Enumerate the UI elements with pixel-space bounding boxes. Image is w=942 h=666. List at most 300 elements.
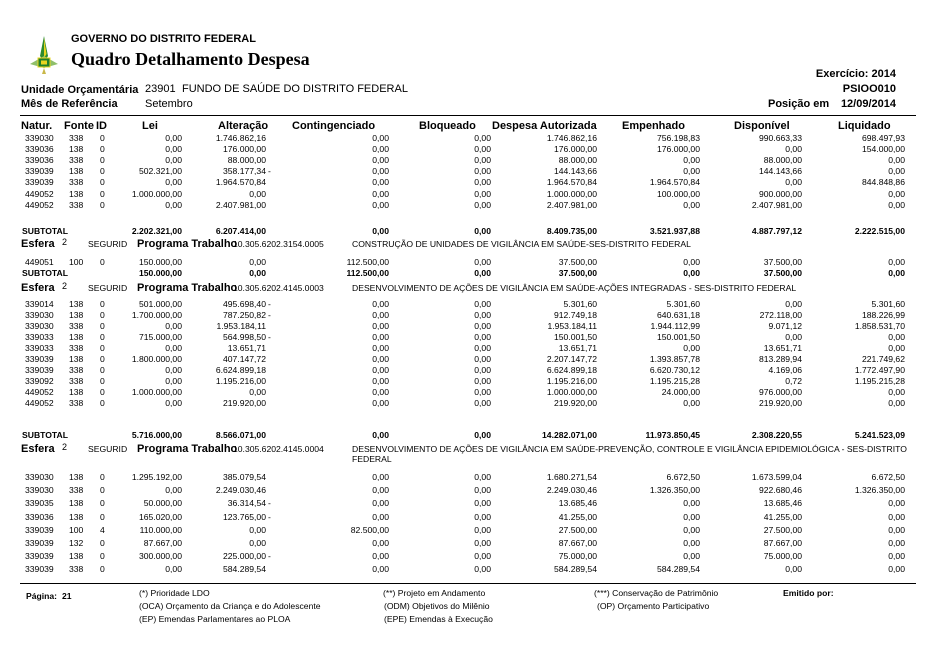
cell-contingenciado: 0,00 bbox=[372, 354, 389, 365]
cell-contingenciado: 112.500,00 bbox=[346, 257, 389, 267]
cell-fonte: 338 bbox=[69, 199, 84, 210]
esfera-label: Esfera bbox=[21, 238, 55, 250]
cell-empenhado: 6.672,50 bbox=[666, 472, 700, 482]
cell-liquidado: 6.672,50 bbox=[871, 472, 905, 482]
cell-lei: 0,00 bbox=[165, 144, 182, 155]
cell-empenhado: 0,00 bbox=[683, 398, 700, 409]
table-row bbox=[0, 365, 942, 376]
footer-divider bbox=[20, 583, 916, 584]
cell-lei: 110.000,00 bbox=[139, 524, 182, 535]
cell-empenhado: 1.393.857,78 bbox=[649, 354, 700, 365]
cell-liquidado: 698.497,93 bbox=[861, 133, 905, 143]
esfera-header bbox=[0, 238, 942, 252]
cell-bloqueado: 0,00 bbox=[474, 472, 491, 482]
esfera-number: 2 bbox=[62, 442, 68, 452]
cell-bloqueado: 0,00 bbox=[474, 387, 491, 398]
cell-natureza: 339039 bbox=[25, 354, 54, 365]
col-contingenciado: Contingenciado bbox=[292, 120, 376, 132]
cell-despesa-autorizada: 176.000,00 bbox=[553, 144, 597, 155]
col-liquidado: Liquidado bbox=[838, 120, 891, 132]
subtotal-liquidado: 2.222.515,00 bbox=[854, 226, 905, 236]
programa-trabalho-label: Programa Trabalho bbox=[137, 443, 238, 455]
col-disponivel: Disponível bbox=[734, 120, 790, 132]
cell-bloqueado: 0,00 bbox=[474, 133, 491, 143]
cell-bloqueado: 0,00 bbox=[474, 199, 491, 210]
cell-liquidado: 221.749,62 bbox=[861, 354, 905, 365]
cell-fonte: 138 bbox=[69, 387, 84, 398]
cell-disponivel: 75.000,00 bbox=[763, 551, 802, 562]
subtotal-row bbox=[0, 226, 942, 237]
subtotal-alteracao: 8.566.071,00 bbox=[215, 430, 266, 440]
cell-empenhado: 584.289,54 bbox=[656, 564, 700, 575]
cell-alteracao: 584.289,54 bbox=[222, 564, 266, 575]
cell-empenhado: 1.195.215,28 bbox=[649, 376, 700, 387]
cell-alteracao: 13.651,71 bbox=[227, 343, 266, 354]
cell-despesa-autorizada: 6.624.899,18 bbox=[546, 365, 597, 376]
cell-despesa-autorizada: 27.500,00 bbox=[558, 524, 597, 535]
cell-empenhado: 0,00 bbox=[683, 199, 700, 210]
cell-fonte: 338 bbox=[69, 177, 84, 188]
cell-contingenciado: 0,00 bbox=[372, 485, 389, 496]
cell-lei: 1.700.000,00 bbox=[131, 310, 182, 321]
table-row bbox=[0, 354, 942, 365]
cell-natureza: 449052 bbox=[25, 398, 54, 409]
cell-natureza: 339030 bbox=[25, 310, 54, 321]
table-row bbox=[0, 387, 942, 398]
cell-disponivel: 9.071,12 bbox=[768, 321, 802, 332]
subtotal-row bbox=[0, 268, 942, 279]
cell-bloqueado: 0,00 bbox=[474, 177, 491, 188]
cell-empenhado: 0,00 bbox=[683, 551, 700, 562]
cell-fonte: 338 bbox=[69, 343, 84, 354]
cell-disponivel: 0,00 bbox=[785, 299, 802, 309]
programa-trabalho-description: DESENVOLVIMENTO DE AÇÕES DE VIGILÂNCIA EM SAÚDE-PREVENÇÃO, CONTROLE E VIGILÂNCIA EPIDEMIOLÓGICA - SES-DISTRITO FEDERAL bbox=[352, 444, 907, 464]
col-despesa-autorizada: Despesa Autorizada bbox=[492, 120, 597, 132]
cell-fonte: 100 bbox=[69, 524, 84, 535]
cell-contingenciado: 0,00 bbox=[372, 133, 389, 143]
unidade-code: 23901 bbox=[145, 83, 176, 95]
esfera-label: Esfera bbox=[21, 443, 55, 455]
cell-lei: 0,00 bbox=[165, 564, 182, 575]
cell-alteracao: 2.407.981,00 bbox=[215, 199, 266, 210]
cell-liquidado: 0,00 bbox=[888, 199, 905, 210]
programa-trabalho-label: Programa Trabalho bbox=[137, 238, 238, 250]
cell-despesa-autorizada: 912.749,18 bbox=[553, 310, 597, 321]
brasilia-coat-of-arms-icon bbox=[24, 34, 64, 76]
col-lei: Lei bbox=[142, 120, 158, 132]
col-alteracao: Alteração bbox=[218, 120, 269, 132]
cell-fonte: 138 bbox=[69, 166, 84, 177]
emitido-label: Emitido por: bbox=[783, 588, 834, 598]
mes-label: Mês de Referência bbox=[21, 98, 118, 110]
cell-alteracao: 0,00 bbox=[249, 188, 266, 199]
cell-fonte: 338 bbox=[69, 376, 84, 387]
cell-bloqueado: 0,00 bbox=[474, 332, 491, 343]
table-row bbox=[0, 538, 942, 549]
table-row bbox=[0, 332, 942, 343]
cell-empenhado: 0,00 bbox=[683, 538, 700, 548]
cell-contingenciado: 0,00 bbox=[372, 498, 389, 509]
cell-fonte: 132 bbox=[69, 538, 84, 548]
cell-empenhado: 0,00 bbox=[683, 166, 700, 177]
cell-liquidado: 0,00 bbox=[888, 155, 905, 166]
cell-fonte: 138 bbox=[69, 332, 84, 343]
cell-natureza: 449052 bbox=[25, 199, 54, 210]
cell-empenhado: 640.631,18 bbox=[656, 310, 700, 321]
cell-fonte: 100 bbox=[69, 257, 84, 267]
cell-alteracao-sign: - bbox=[268, 310, 271, 321]
unidade-label: Unidade Orçamentária bbox=[21, 84, 139, 96]
legend-odm: (ODM) Objetivos do Milênio bbox=[384, 601, 490, 611]
cell-id: 0 bbox=[100, 376, 105, 387]
cell-lei: 50.000,00 bbox=[143, 498, 182, 509]
cell-alteracao: 787.250,82 bbox=[222, 310, 266, 321]
cell-id: 0 bbox=[100, 538, 105, 548]
subtotal-despesa-autorizada: 14.282.071,00 bbox=[542, 430, 597, 440]
cell-contingenciado: 0,00 bbox=[372, 564, 389, 575]
programa-trabalho-label: Programa Trabalho bbox=[137, 282, 238, 294]
report-title: Quadro Detalhamento Despesa bbox=[71, 49, 310, 69]
cell-id: 0 bbox=[100, 199, 105, 210]
cell-empenhado: 1.326.350,00 bbox=[649, 485, 700, 496]
cell-liquidado: 0,00 bbox=[888, 332, 905, 343]
cell-empenhado: 0,00 bbox=[683, 511, 700, 522]
cell-lei: 150.000,00 bbox=[138, 257, 182, 267]
subtotal-contingenciado: 0,00 bbox=[372, 430, 389, 440]
programa-trabalho-code: 10.305.6202.3154.0005 bbox=[233, 239, 324, 249]
cell-despesa-autorizada: 144.143,66 bbox=[553, 166, 597, 177]
subtotal-contingenciado: 0,00 bbox=[372, 226, 389, 236]
cell-lei: 0,00 bbox=[165, 365, 182, 376]
subtotal-liquidado: 5.241.523,09 bbox=[854, 430, 905, 440]
cell-disponivel: 87.667,00 bbox=[763, 538, 802, 548]
cell-bloqueado: 0,00 bbox=[474, 310, 491, 321]
cell-id: 0 bbox=[100, 551, 105, 562]
cell-natureza: 339039 bbox=[25, 166, 54, 177]
cell-bloqueado: 0,00 bbox=[474, 551, 491, 562]
cell-alteracao: 36.314,54 bbox=[227, 498, 266, 509]
esfera-header bbox=[0, 282, 942, 296]
table-row bbox=[0, 299, 942, 310]
cell-liquidado: 0,00 bbox=[888, 166, 905, 177]
table-row bbox=[0, 525, 942, 536]
cell-lei: 502.321,00 bbox=[138, 166, 182, 177]
subtotal-subtotal-label: SUBTOTAL bbox=[22, 226, 68, 236]
cell-fonte: 138 bbox=[69, 144, 84, 155]
cell-bloqueado: 0,00 bbox=[474, 564, 491, 575]
cell-lei: 0,00 bbox=[165, 199, 182, 210]
esfera-seguridade: SEGURID bbox=[88, 444, 128, 454]
cell-contingenciado: 0,00 bbox=[372, 376, 389, 387]
cell-alteracao: 88.000,00 bbox=[227, 155, 266, 166]
legend-prioridade-ldo: (*) Prioridade LDO bbox=[139, 588, 210, 598]
cell-lei: 1.800.000,00 bbox=[131, 354, 182, 365]
cell-alteracao: 219.920,00 bbox=[222, 398, 266, 409]
cell-empenhado: 0,00 bbox=[683, 155, 700, 166]
pagina-value: 21 bbox=[62, 591, 72, 601]
cell-empenhado: 5.301,60 bbox=[666, 299, 700, 309]
subtotal-disponivel: 4.887.797,12 bbox=[751, 226, 802, 236]
cell-alteracao-sign: - bbox=[268, 332, 271, 343]
cell-empenhado: 0,00 bbox=[683, 498, 700, 509]
cell-bloqueado: 0,00 bbox=[474, 511, 491, 522]
col-fonte: Fonte bbox=[64, 120, 94, 132]
cell-despesa-autorizada: 1.000.000,00 bbox=[546, 188, 597, 199]
cell-natureza: 339039 bbox=[25, 177, 54, 188]
cell-liquidado: 0,00 bbox=[888, 551, 905, 562]
subtotal-bloqueado: 0,00 bbox=[474, 226, 491, 236]
cell-contingenciado: 0,00 bbox=[372, 177, 389, 188]
cell-despesa-autorizada: 2.249.030,46 bbox=[546, 485, 597, 496]
cell-alteracao: 385.079,54 bbox=[222, 472, 266, 482]
cell-fonte: 338 bbox=[69, 321, 84, 332]
cell-contingenciado: 0,00 bbox=[372, 199, 389, 210]
mes-value: Setembro bbox=[145, 98, 193, 110]
col-empenhado: Empenhado bbox=[622, 120, 685, 132]
cell-natureza: 339014 bbox=[25, 299, 54, 309]
cell-id: 0 bbox=[100, 166, 105, 177]
cell-despesa-autorizada: 1.680.271,54 bbox=[546, 472, 597, 482]
table-row bbox=[0, 177, 942, 188]
cell-contingenciado: 82.500,00 bbox=[350, 524, 389, 535]
cell-contingenciado: 0,00 bbox=[372, 166, 389, 177]
cell-lei: 300.000,00 bbox=[138, 551, 182, 562]
legend-conservacao: (***) Conservação de Patrimônio bbox=[594, 588, 719, 598]
cell-lei: 0,00 bbox=[165, 376, 182, 387]
cell-natureza: 339039 bbox=[25, 538, 54, 548]
cell-id: 0 bbox=[100, 343, 105, 354]
table-row bbox=[0, 485, 942, 496]
programa-trabalho-description: DESENVOLVIMENTO DE AÇÕES DE VIGILÂNCIA EM SAÚDE-AÇÕES INTEGRADAS - SES-DISTRITO FEDERAL bbox=[352, 283, 797, 293]
cell-contingenciado: 0,00 bbox=[372, 144, 389, 155]
cell-natureza: 339030 bbox=[25, 321, 54, 332]
cell-bloqueado: 0,00 bbox=[474, 257, 491, 267]
org-name: GOVERNO DO DISTRITO FEDERAL bbox=[71, 33, 256, 45]
cell-despesa-autorizada: 1.195.216,00 bbox=[546, 376, 597, 387]
esfera-seguridade: SEGURID bbox=[88, 239, 128, 249]
table-row bbox=[0, 564, 942, 575]
cell-liquidado: 844.848,86 bbox=[861, 177, 905, 188]
cell-disponivel: 0,00 bbox=[785, 564, 802, 575]
cell-bloqueado: 0,00 bbox=[474, 365, 491, 376]
cell-alteracao: 0,00 bbox=[249, 387, 266, 398]
cell-despesa-autorizada: 2.407.981,00 bbox=[546, 199, 597, 210]
cell-fonte: 338 bbox=[69, 133, 84, 143]
cell-lei: 0,00 bbox=[165, 321, 182, 332]
posicao-value: 12/09/2014 bbox=[840, 98, 896, 110]
cell-liquidado: 0,00 bbox=[888, 188, 905, 199]
cell-id: 0 bbox=[100, 365, 105, 376]
cell-disponivel: 144.143,66 bbox=[758, 166, 802, 177]
programa-trabalho-code: 10.305.6202.4145.0004 bbox=[233, 444, 324, 454]
cell-lei: 0,00 bbox=[165, 485, 182, 496]
cell-alteracao: 176.000,00 bbox=[222, 144, 266, 155]
cell-natureza: 339035 bbox=[25, 498, 54, 509]
cell-alteracao: 0,00 bbox=[249, 524, 266, 535]
subtotal-alteracao: 0,00 bbox=[249, 268, 266, 278]
cell-disponivel: 922.680,46 bbox=[758, 485, 802, 496]
cell-liquidado: 154.000,00 bbox=[861, 144, 905, 155]
cell-natureza: 339033 bbox=[25, 332, 54, 343]
subtotal-empenhado: 0,00 bbox=[683, 268, 700, 278]
subtotal-alteracao: 6.207.414,00 bbox=[215, 226, 266, 236]
cell-natureza: 339039 bbox=[25, 551, 54, 562]
subtotal-empenhado: 3.521.937,88 bbox=[649, 226, 700, 236]
cell-id: 0 bbox=[100, 188, 105, 199]
cell-liquidado: 0,00 bbox=[888, 564, 905, 575]
cell-bloqueado: 0,00 bbox=[474, 155, 491, 166]
cell-empenhado: 176.000,00 bbox=[656, 144, 700, 155]
cell-bloqueado: 0,00 bbox=[474, 538, 491, 548]
cell-id: 0 bbox=[100, 564, 105, 575]
cell-bloqueado: 0,00 bbox=[474, 166, 491, 177]
cell-disponivel: 13.651,71 bbox=[763, 343, 802, 354]
cell-id: 0 bbox=[100, 133, 105, 143]
cell-contingenciado: 0,00 bbox=[372, 365, 389, 376]
cell-natureza: 339030 bbox=[25, 133, 54, 143]
subtotal-disponivel: 37.500,00 bbox=[763, 268, 802, 278]
cell-alteracao: 407.147,72 bbox=[222, 354, 266, 365]
cell-liquidado: 0,00 bbox=[888, 538, 905, 548]
cell-natureza: 339030 bbox=[25, 485, 54, 496]
subtotal-subtotal-label: SUBTOTAL bbox=[22, 268, 68, 278]
subtotal-subtotal-label: SUBTOTAL bbox=[22, 430, 68, 440]
cell-liquidado: 0,00 bbox=[888, 498, 905, 509]
cell-fonte: 138 bbox=[69, 310, 84, 321]
table-row bbox=[0, 551, 942, 562]
cell-lei: 0,00 bbox=[165, 133, 182, 143]
cell-id: 0 bbox=[100, 511, 105, 522]
cell-id: 0 bbox=[100, 472, 105, 482]
cell-contingenciado: 0,00 bbox=[372, 538, 389, 548]
cell-fonte: 138 bbox=[69, 299, 84, 309]
legend-epe: (EPE) Emendas à Execução bbox=[384, 614, 493, 624]
cell-liquidado: 188.226,99 bbox=[861, 310, 905, 321]
cell-fonte: 138 bbox=[69, 551, 84, 562]
cell-fonte: 338 bbox=[69, 365, 84, 376]
cell-empenhado: 756.198,83 bbox=[656, 133, 700, 143]
table-row bbox=[0, 472, 942, 483]
subtotal-lei: 150.000,00 bbox=[138, 268, 182, 278]
legend-oca: (OCA) Orçamento da Criança e do Adolescente bbox=[139, 601, 321, 611]
cell-contingenciado: 0,00 bbox=[372, 472, 389, 482]
subtotal-empenhado: 11.973.850,45 bbox=[645, 430, 700, 440]
subtotal-liquidado: 0,00 bbox=[888, 268, 905, 278]
table-row bbox=[0, 512, 942, 523]
cell-disponivel: 1.673.599,04 bbox=[751, 472, 802, 482]
cell-despesa-autorizada: 5.301,60 bbox=[563, 299, 597, 309]
col-bloqueado: Bloqueado bbox=[419, 120, 476, 132]
legend-ep: (EP) Emendas Parlamentares ao PLOA bbox=[139, 614, 291, 624]
cell-liquidado: 1.772.497,90 bbox=[854, 365, 905, 376]
cell-liquidado: 0,00 bbox=[888, 257, 905, 267]
unidade-name: FUNDO DE SAÚDE DO DISTRITO FEDERAL bbox=[182, 83, 408, 95]
programa-trabalho-description: CONSTRUÇÃO DE UNIDADES DE VIGILÂNCIA EM SAÚDE-SES-DISTRITO FEDERAL bbox=[352, 239, 691, 249]
cell-natureza: 449051 bbox=[25, 257, 54, 267]
cell-bloqueado: 0,00 bbox=[474, 354, 491, 365]
cell-fonte: 138 bbox=[69, 354, 84, 365]
cell-id: 0 bbox=[100, 299, 105, 309]
cell-liquidado: 0,00 bbox=[888, 511, 905, 522]
col-id: ID bbox=[96, 120, 107, 132]
cell-despesa-autorizada: 37.500,00 bbox=[558, 257, 597, 267]
table-row bbox=[0, 200, 942, 211]
cell-disponivel: 0,72 bbox=[785, 376, 802, 387]
cell-id: 0 bbox=[100, 498, 105, 509]
subtotal-contingenciado: 112.500,00 bbox=[346, 268, 389, 278]
cell-fonte: 138 bbox=[69, 498, 84, 509]
cell-disponivel: 88.000,00 bbox=[763, 155, 802, 166]
cell-alteracao-sign: - bbox=[268, 551, 271, 562]
subtotal-bloqueado: 0,00 bbox=[474, 268, 491, 278]
cell-id: 0 bbox=[100, 155, 105, 166]
cell-lei: 165.020,00 bbox=[138, 511, 182, 522]
cell-disponivel: 13.685,46 bbox=[763, 498, 802, 509]
cell-natureza: 339039 bbox=[25, 564, 54, 575]
report-code: PSIOO010 bbox=[842, 83, 896, 95]
cell-disponivel: 0,00 bbox=[785, 332, 802, 343]
cell-despesa-autorizada: 88.000,00 bbox=[558, 155, 597, 166]
cell-natureza: 339039 bbox=[25, 365, 54, 376]
cell-despesa-autorizada: 1.953.184,11 bbox=[547, 321, 597, 332]
cell-natureza: 449052 bbox=[25, 387, 54, 398]
cell-contingenciado: 0,00 bbox=[372, 155, 389, 166]
cell-fonte: 138 bbox=[69, 472, 84, 482]
cell-empenhado: 0,00 bbox=[683, 257, 700, 267]
cell-alteracao: 0,00 bbox=[249, 257, 266, 267]
cell-alteracao: 1.195.216,00 bbox=[215, 376, 266, 387]
cell-despesa-autorizada: 150.001,50 bbox=[553, 332, 597, 343]
table-row bbox=[0, 166, 942, 177]
cell-disponivel: 41.255,00 bbox=[763, 511, 802, 522]
cell-contingenciado: 0,00 bbox=[372, 387, 389, 398]
cell-lei: 501.000,00 bbox=[138, 299, 182, 309]
cell-alteracao: 123.765,00 bbox=[222, 511, 266, 522]
cell-contingenciado: 0,00 bbox=[372, 299, 389, 309]
cell-alteracao: 1.964.570,84 bbox=[215, 177, 266, 188]
cell-empenhado: 150.001,50 bbox=[656, 332, 700, 343]
col-natur: Natur. bbox=[21, 120, 53, 132]
cell-liquidado: 1.195.215,28 bbox=[854, 376, 905, 387]
subtotal-disponivel: 2.308.220,55 bbox=[751, 430, 802, 440]
cell-bloqueado: 0,00 bbox=[474, 524, 491, 535]
cell-lei: 1.295.192,00 bbox=[131, 472, 182, 482]
cell-lei: 1.000.000,00 bbox=[131, 188, 182, 199]
cell-fonte: 338 bbox=[69, 485, 84, 496]
cell-fonte: 138 bbox=[69, 511, 84, 522]
subtotal-lei: 5.716.000,00 bbox=[131, 430, 182, 440]
legend-op: (OP) Orçamento Participativo bbox=[597, 601, 710, 611]
cell-disponivel: 813.289,94 bbox=[758, 354, 802, 365]
programa-trabalho-code: 10.305.6202.4145.0003 bbox=[233, 283, 324, 293]
cell-bloqueado: 0,00 bbox=[474, 321, 491, 332]
cell-despesa-autorizada: 13.651,71 bbox=[558, 343, 597, 354]
cell-empenhado: 24.000,00 bbox=[661, 387, 700, 398]
cell-alteracao: 2.249.030,46 bbox=[215, 485, 266, 496]
table-row bbox=[0, 321, 942, 332]
cell-natureza: 339030 bbox=[25, 472, 54, 482]
table-row bbox=[0, 144, 942, 155]
cell-despesa-autorizada: 1.964.570,84 bbox=[546, 177, 597, 188]
cell-id: 0 bbox=[100, 177, 105, 188]
exercicio: Exercício: 2014 bbox=[815, 68, 896, 80]
table-row bbox=[0, 343, 942, 354]
cell-contingenciado: 0,00 bbox=[372, 551, 389, 562]
cell-bloqueado: 0,00 bbox=[474, 188, 491, 199]
cell-bloqueado: 0,00 bbox=[474, 376, 491, 387]
cell-contingenciado: 0,00 bbox=[372, 398, 389, 409]
subtotal-despesa-autorizada: 37.500,00 bbox=[558, 268, 597, 278]
